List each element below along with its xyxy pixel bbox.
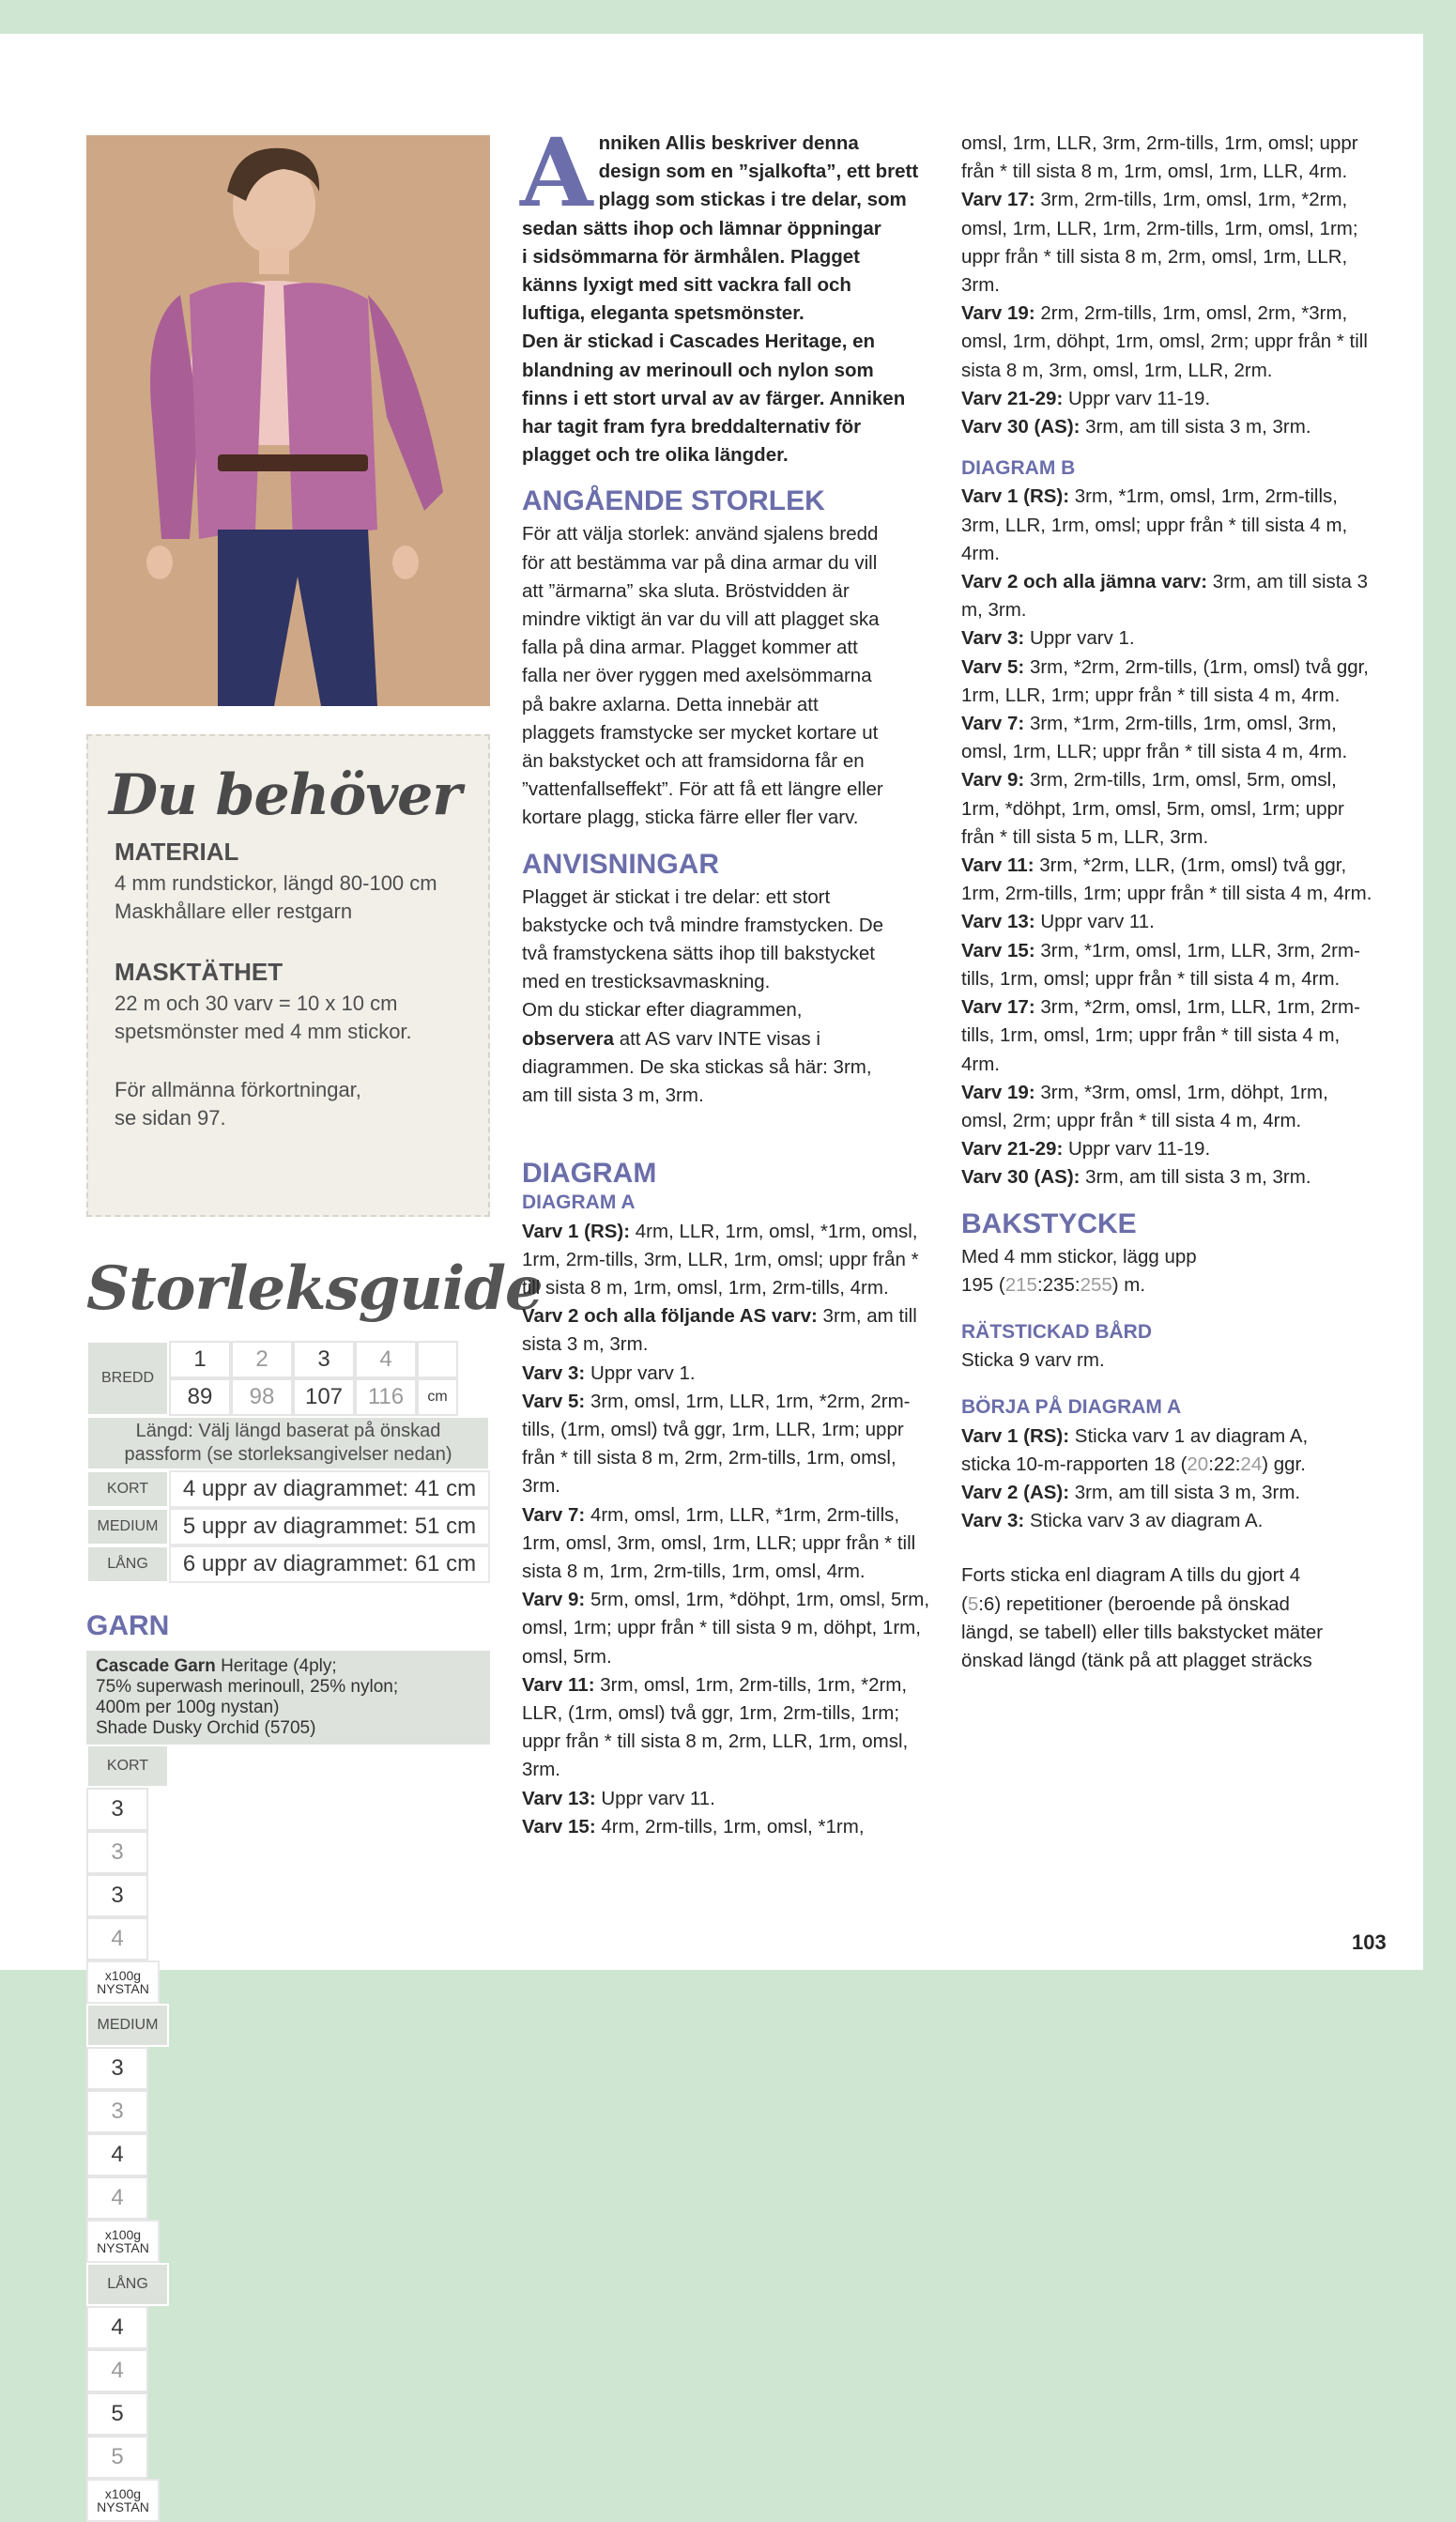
start-row-2-text: 3rm, am till sista 3 m, 3rm. xyxy=(1069,1481,1301,1503)
pattern-row xyxy=(961,186,1379,300)
row-label: Varv 2 och alla jämna varv: xyxy=(961,571,1208,593)
pattern-row xyxy=(961,937,1379,993)
text-line: diagrammen. De ska stickas så här: 3rm, xyxy=(522,1055,872,1078)
back-suffix: ) m. xyxy=(1111,1273,1146,1296)
row-text: 3rm, *2rm, LLR, (1rm, omsl) två ggr, 1rm, 2rm-tills, 1rm; uppr från * till sista 4 m, 4rm. xyxy=(961,854,1372,905)
row-label: Varv 17: xyxy=(961,189,1035,211)
pattern-row xyxy=(961,654,1379,710)
row-label: Varv 3: xyxy=(961,627,1025,650)
materials-box xyxy=(86,734,490,1217)
pattern-row xyxy=(522,1360,935,1388)
text-line: am till sista 3 m, 3rm. xyxy=(522,1084,704,1107)
start-row-1-label: Varv 1 (RS): xyxy=(961,1424,1070,1447)
yarn-count: 3 xyxy=(86,1831,148,1874)
abbrev-line-2: se sidan 97. xyxy=(115,1106,226,1130)
row-label: Varv 30 (AS): xyxy=(961,1166,1081,1189)
repeat-size-2: 20 xyxy=(1187,1453,1209,1475)
middle-column xyxy=(520,117,935,1841)
garter-heading: RÄTSTICKAD BÅRD xyxy=(961,1320,1152,1343)
length-short-value: 4 uppr av diagrammet: 41 cm xyxy=(169,1470,490,1508)
row-text: 3rm, *2rm, omsl, 1rm, LLR, 1rm, 2rm-tills, 1rm, omsl, 1rm; uppr från * till sista 4 m, 4rm. xyxy=(961,996,1360,1075)
yarn-brand: Cascade Garn xyxy=(96,1656,216,1676)
start-row-3-label: Varv 3: xyxy=(961,1510,1025,1532)
yarn-count: 3 xyxy=(86,2047,148,2090)
start-row-1-text: Sticka varv 1 av diagram A, xyxy=(1069,1424,1309,1447)
row-text: 3rm, omsl, 1rm, LLR, 1rm, *2rm, 2rm-tills, (1rm, omsl) två ggr, 1rm, LLR, 1rm; uppr från * till sista 8 m, 2rm, 2rm-tills, 1rm, omsl, 3rm. xyxy=(522,1390,911,1498)
continue-line-4: önskad längd (tänk på att plagget sträcks xyxy=(961,1649,1312,1671)
row-text: 3rm, *1rm, 2rm-tills, 1rm, omsl, 3rm, omsl, 1rm, LLR; uppr från * till sista 4 m, 4rm. xyxy=(961,713,1348,763)
row-text: Uppr varv 11-19. xyxy=(1063,1138,1211,1161)
width-1: 89 xyxy=(169,1378,231,1416)
row-label: Varv 19: xyxy=(961,1081,1035,1103)
start-row-2-label: Varv 2 (AS): xyxy=(961,1481,1070,1503)
text-line: sedan sätts ihop och lämnar öppningar xyxy=(522,217,881,239)
pattern-row xyxy=(961,1163,1379,1192)
pattern-row xyxy=(961,130,1379,186)
row-label: Varv 7: xyxy=(522,1503,586,1526)
text-line: plagg som stickas i tre delar, som xyxy=(598,189,907,211)
pattern-row xyxy=(522,1586,935,1671)
row-text: Uppr varv 11. xyxy=(1035,911,1155,933)
observe-bold: observera xyxy=(522,1027,615,1050)
row-label: Varv 21-29: xyxy=(961,387,1064,409)
row-text: 4rm, LLR, 1rm, omsl, *1rm, omsl, 1rm, 2rm-tills, 3rm, LLR, 1rm, omsl; uppr från * till sista 8 m, 1rm, omsl, 1rm, 2rm-tills, 4rm. xyxy=(522,1220,919,1299)
size-text xyxy=(522,520,935,832)
row-label: Varv 30 (AS): xyxy=(961,416,1081,438)
repeat-size-3: :22: xyxy=(1208,1453,1241,1475)
yarn-row-label: MEDIUM xyxy=(86,2004,169,2047)
pattern-row xyxy=(961,710,1379,766)
pattern-row xyxy=(961,624,1379,653)
text-line: mindre viktigt än var du vill att plagget ska xyxy=(522,608,880,631)
yarn-unit-1: x100g xyxy=(104,2486,142,2501)
length-short-label: KORT xyxy=(86,1470,169,1508)
pattern-row xyxy=(961,413,1379,441)
size-2: 2 xyxy=(231,1341,293,1378)
text-line: två framstyckena sätts ihop till bakstycket xyxy=(522,943,875,965)
diagram-a-rows xyxy=(522,1218,935,1841)
instructions-text-2 xyxy=(522,1053,935,1110)
start-row-3 xyxy=(961,1507,1379,1535)
pattern-row xyxy=(961,1135,1379,1163)
row-label: Varv 9: xyxy=(961,769,1025,792)
yarn-row-medium xyxy=(86,2004,490,2263)
continue-line-1: Forts sticka enl diagram A tills du gjort 4 xyxy=(961,1564,1301,1587)
text-line: att ”ärmarna” ska sluta. Bröstvidden är xyxy=(522,579,850,602)
size-1: 1 xyxy=(169,1341,231,1378)
abbrev-line-1: För allmänna förkortningar, xyxy=(115,1078,361,1101)
row-text: 3rm, am till sista 3 m, 3rm. xyxy=(1080,416,1311,438)
text-line: plagget och tre olika längder. xyxy=(522,444,789,467)
row-text: Uppr varv 11-19. xyxy=(1063,387,1211,409)
pattern-row xyxy=(961,1079,1379,1135)
row-text: omsl, 1rm, LLR, 3rm, 2rm-tills, 1rm, omsl; uppr från * till sista 8 m, 1rm, omsl, 1rm, LLR, 4rm. xyxy=(961,132,1358,183)
yarn-row-label: LÅNG xyxy=(86,2263,169,2306)
yarn-count: 4 xyxy=(86,2306,148,2349)
model-illustration xyxy=(86,135,490,706)
length-long-value: 6 uppr av diagrammet: 61 cm xyxy=(169,1545,490,1583)
pattern-row xyxy=(961,766,1379,852)
row-label: Varv 17: xyxy=(961,996,1035,1019)
repeat-text: sticka 10-m-rapporten 18 ( xyxy=(961,1453,1188,1475)
row-text: Uppr varv 11. xyxy=(595,1787,715,1809)
row-label: Varv 5: xyxy=(522,1390,586,1412)
size-table xyxy=(86,1341,490,1583)
row-text: Uppr varv 1. xyxy=(585,1361,696,1384)
back-size-4: 255 xyxy=(1080,1273,1112,1296)
text-line: känns lyxigt med sitt vackra fall och xyxy=(522,274,851,297)
diagram-a-rows-continued xyxy=(961,130,1379,441)
yarn-count: 5 xyxy=(86,2392,148,2436)
back-cast-on: 195 ( xyxy=(961,1273,1005,1296)
gauge-line-2: spetsmönster med 4 mm stickor. xyxy=(115,1020,412,1043)
text-line: för att bestämma var på dina armar du vill xyxy=(522,551,878,574)
pattern-row xyxy=(522,1388,935,1501)
yarn-unit-1: x100g xyxy=(104,1968,142,1983)
row-label: Varv 1 (RS): xyxy=(522,1220,631,1242)
text-line: luftiga, eleganta spetsmönster. xyxy=(522,302,805,325)
text-line: Den är stickad i Cascades Heritage, en xyxy=(522,331,876,353)
pattern-row xyxy=(961,483,1379,568)
row-label: Varv 21-29: xyxy=(961,1138,1064,1161)
continue-line-3: längd, se tabell) eller tills bakstycket mäter xyxy=(961,1621,1324,1643)
length-note xyxy=(86,1416,490,1470)
yarn-heading: GARN xyxy=(86,1610,170,1641)
row-text: 3rm, *1rm, omsl, 1rm, LLR, 3rm, 2rm-tills, 1rm, omsl; uppr från * till sista 4 m, 4rm. xyxy=(961,939,1360,990)
repeat-suffix: ) ggr. xyxy=(1262,1453,1306,1475)
model-photo xyxy=(86,135,490,706)
material-heading: MATERIAL xyxy=(115,838,239,866)
size-heading: ANGÅENDE STORLEK xyxy=(522,485,825,517)
materials-title: Du behöver xyxy=(109,762,461,828)
pattern-row xyxy=(522,1785,935,1813)
row-label: Varv 19: xyxy=(961,302,1035,325)
row-label: Varv 7: xyxy=(961,713,1025,735)
yarn-count: 5 xyxy=(86,2436,148,2479)
text-line: nniken Allis beskriver denna xyxy=(598,132,859,154)
back-line-2 xyxy=(961,1271,1379,1299)
yarn-unit-1: x100g xyxy=(104,2227,142,2242)
row-text: 3rm, 2rm-tills, 1rm, omsl, 1rm, *2rm, omsl, 1rm, LLR, 1rm, 2rm-tills, 1rm, omsl, 1rm; uppr från * till sista 8 m, 2rm, omsl, 1rm, LLR, 3rm. xyxy=(961,189,1358,297)
instructions-heading: ANVISNINGAR xyxy=(522,848,720,880)
continue-mid: :6) repetitioner (beroende på önskad xyxy=(978,1592,1290,1615)
start-row-2 xyxy=(961,1479,1379,1507)
continue-size-2: 5 xyxy=(967,1592,979,1615)
text-line: ”vattenfallseffekt”. För att få ett längre eller xyxy=(522,778,883,801)
yarn-unit-2: NYSTAN xyxy=(97,2240,149,2255)
yarn-unit-2: NYSTAN xyxy=(97,2499,149,2514)
right-column xyxy=(961,130,1379,1675)
row-label: Varv 15: xyxy=(961,939,1035,961)
gauge-heading: MASKTÄTHET xyxy=(115,958,284,986)
row-label: Varv 2 och alla följande AS varv: xyxy=(522,1305,818,1328)
page-number: 103 xyxy=(1352,1930,1387,1954)
yarn-info-2: 75% superwash merinoull, 25% nylon; xyxy=(96,1677,399,1697)
text-line: har tagit fram fyra breddalternativ för xyxy=(522,416,862,438)
yarn-count: 3 xyxy=(86,1874,148,1917)
back-line-1: Med 4 mm stickor, lägg upp xyxy=(961,1245,1197,1268)
row-text: Uppr varv 1. xyxy=(1024,627,1135,650)
yarn-count: 3 xyxy=(86,1788,148,1831)
back-size-2: 215 xyxy=(1004,1273,1037,1296)
width-3: 107 xyxy=(293,1378,355,1416)
text-line: Plagget är stickat i tre delar: ett stort xyxy=(522,885,831,908)
row-text: 3rm, am till sista 3 m, 3rm. xyxy=(1080,1166,1311,1189)
yarn-unit-2: NYSTAN xyxy=(97,1981,149,1996)
repeat-size-4: 24 xyxy=(1240,1453,1263,1475)
size-guide-title: Storleksguide xyxy=(86,1253,543,1324)
text-line: För att välja storlek: använd sjalens bredd xyxy=(522,523,879,546)
start-row-1 xyxy=(961,1422,1379,1451)
back-heading: BAKSTYCKE xyxy=(961,1207,1137,1239)
length-note-line-1: Längd: Välj längd baserat på önskad xyxy=(135,1421,441,1441)
material-line-2: Maskhållare eller restgarn xyxy=(115,900,353,923)
yarn-info-4: Shade Dusky Orchid (5705) xyxy=(96,1718,316,1738)
pattern-row xyxy=(522,1671,935,1785)
instructions-text xyxy=(522,884,935,1025)
row-label: Varv 11: xyxy=(961,854,1035,877)
row-label: Varv 9: xyxy=(522,1589,586,1611)
garter-text: Sticka 9 varv rm. xyxy=(961,1349,1105,1372)
pattern-row xyxy=(522,1218,935,1303)
pattern-row xyxy=(522,1302,935,1359)
length-medium-value: 5 uppr av diagrammet: 51 cm xyxy=(169,1508,490,1545)
length-long-label: LÅNG xyxy=(86,1545,169,1583)
row-text: 3rm, 2rm-tills, 1rm, omsl, 5rm, omsl, 1rm, *döhpt, 1rm, omsl, 5rm, omsl, 1rm; uppr från * till sista 5 m, LLR, 3rm. xyxy=(961,769,1344,848)
width-4: 116 xyxy=(355,1378,417,1416)
yarn-unit xyxy=(86,2220,160,2263)
row-label: Varv 13: xyxy=(522,1787,596,1809)
row-text: 3rm, omsl, 1rm, 2rm-tills, 1rm, *2rm, LLR, (1rm, omsl) två ggr, 1rm, 2rm-tills, 1rm; uppr från * till sista 8 m, 2rm, LLR, 1rm, omsl, 3rm. xyxy=(522,1673,909,1781)
text-line: bakstycke och två mindre framstycken. De xyxy=(522,914,884,936)
row-text: 4rm, omsl, 1rm, LLR, *1rm, 2rm-tills, 1rm, omsl, 3rm, omsl, 1rm, LLR; uppr från * till sista 8 m, 1rm, 2rm-tills, 1rm, omsl, 4rm. xyxy=(522,1503,916,1582)
diagram-a-heading: DIAGRAM A xyxy=(522,1192,636,1214)
row-text: 4rm, 2rm-tills, 1rm, omsl, *1rm, xyxy=(595,1815,865,1838)
row-text: 2rm, 2rm-tills, 1rm, omsl, 2rm, *3rm, omsl, 1rm, döhpt, 1rm, omsl, 2rm; uppr från * till sista 8 m, 3rm, omsl, 1rm, LLR, 2rm. xyxy=(961,302,1368,381)
row-text: 3rm, *2rm, 2rm-tills, (1rm, omsl) två ggr, 1rm, LLR, 1rm; uppr från * till sista 4 m, 4rm. xyxy=(961,655,1370,706)
yarn-count: 4 xyxy=(86,2176,148,2220)
row-text: 3rm, am till sista 3 m, 3rm. xyxy=(961,571,1368,622)
row-text: 3rm, am till sista 3 m, 3rm. xyxy=(522,1305,917,1356)
text-line: falla på dina armar. Plagget kommer att xyxy=(522,637,858,659)
row-label: Varv 13: xyxy=(961,911,1035,933)
intro-paragraph xyxy=(520,117,935,469)
yarn-table xyxy=(86,1651,490,2522)
text-line: design som en ”sjalkofta”, ett brett xyxy=(598,161,919,183)
start-row-1-cont xyxy=(961,1451,1379,1479)
yarn-info-1: Heritage (4ply; xyxy=(215,1656,337,1676)
text-line: plaggets framstycke ser mycket kortare ut xyxy=(522,721,879,744)
yarn-count: 4 xyxy=(86,2349,148,2392)
text-line: med en tresticksavmaskning. xyxy=(522,971,771,993)
yarn-count: 4 xyxy=(86,2133,148,2176)
row-text: 3rm, *1rm, omsl, 1rm, 2rm-tills, 3rm, LLR, 1rm, omsl; uppr från * till sista 4 m, 4rm. xyxy=(961,485,1348,564)
pattern-row xyxy=(961,993,1379,1079)
back-size-3: :235: xyxy=(1036,1273,1081,1296)
material-line-1: 4 mm rundstickor, längd 80-100 cm xyxy=(115,871,437,895)
continue-open: ( xyxy=(961,1592,968,1615)
yarn-row-short xyxy=(86,1745,490,2004)
pattern-row xyxy=(522,1501,935,1587)
text-line: Om du stickar efter diagrammen, xyxy=(522,999,803,1022)
row-text: 5rm, omsl, 1rm, *döhpt, 1rm, omsl, 5rm, omsl, 1rm; uppr från * till sista 9 m, döhpt, 1rm, omsl, 5rm. xyxy=(522,1589,930,1668)
pattern-row xyxy=(522,1813,935,1841)
width-2: 98 xyxy=(231,1378,293,1416)
pattern-row xyxy=(961,568,1379,624)
pattern-row xyxy=(961,385,1379,413)
pattern-row xyxy=(961,852,1379,908)
diagram-heading: DIAGRAM xyxy=(522,1158,657,1190)
yarn-info xyxy=(86,1651,490,1745)
yarn-count: 3 xyxy=(86,2090,148,2133)
yarn-unit xyxy=(86,1961,160,2004)
width-label: BREDD xyxy=(86,1341,169,1416)
text-line: i sidsömmarna för ärmhålen. Plagget xyxy=(522,245,860,268)
row-label: Varv 1 (RS): xyxy=(961,485,1070,508)
text-line: finns i ett stort urval av av färger. Anniken xyxy=(522,387,906,409)
length-note-line-2: passform (se storleksangivelser nedan) xyxy=(124,1444,452,1465)
row-label: Varv 11: xyxy=(522,1673,595,1696)
yarn-row-label: KORT xyxy=(86,1745,169,1788)
pattern-row xyxy=(961,908,1379,936)
yarn-info-3: 400m per 100g nystan) xyxy=(96,1698,280,1717)
drop-cap: A xyxy=(520,117,593,228)
row-label: Varv 15: xyxy=(522,1815,596,1838)
row-label: Varv 3: xyxy=(522,1361,586,1384)
diagram-b-heading: DIAGRAM B xyxy=(961,457,1076,480)
width-unit: cm xyxy=(417,1378,458,1416)
yarn-count: 4 xyxy=(86,1917,148,1961)
text-line: falla ner över ryggen med axelsömmarna xyxy=(522,665,872,687)
size-spacer xyxy=(417,1341,458,1378)
text-line: kortare plagg, sticka färre eller fler varv. xyxy=(522,807,859,829)
row-label: Varv 5: xyxy=(961,655,1025,678)
size-4: 4 xyxy=(355,1341,417,1378)
observe-line xyxy=(522,1025,935,1053)
start-row-3-text: Sticka varv 3 av diagram A. xyxy=(1024,1510,1264,1532)
text-line: blandning av merinoull och nylon som xyxy=(522,359,874,381)
start-diagram-heading: BÖRJA PÅ DIAGRAM A xyxy=(961,1396,1182,1419)
pattern-row xyxy=(961,300,1379,385)
yarn-row-long xyxy=(86,2263,490,2522)
row-text: 3rm, *3rm, omsl, 1rm, döhpt, 1rm, omsl, 2rm; uppr från * till sista 4 m, 4rm. xyxy=(961,1081,1328,1131)
size-3: 3 xyxy=(293,1341,355,1378)
length-medium-label: MEDIUM xyxy=(86,1508,169,1545)
text-line: på bakre axlarna. Detta innebär att xyxy=(522,693,819,715)
yarn-unit xyxy=(86,2479,160,2522)
text-line: än bakstycket och att framsidorna får en xyxy=(522,750,865,773)
gauge-line-1: 22 m och 30 varv = 10 x 10 cm xyxy=(115,992,398,1015)
diagram-b-rows xyxy=(961,483,1379,1192)
observe-rest: att AS varv INTE visas i xyxy=(614,1027,820,1050)
continue-line-2 xyxy=(961,1591,1379,1619)
